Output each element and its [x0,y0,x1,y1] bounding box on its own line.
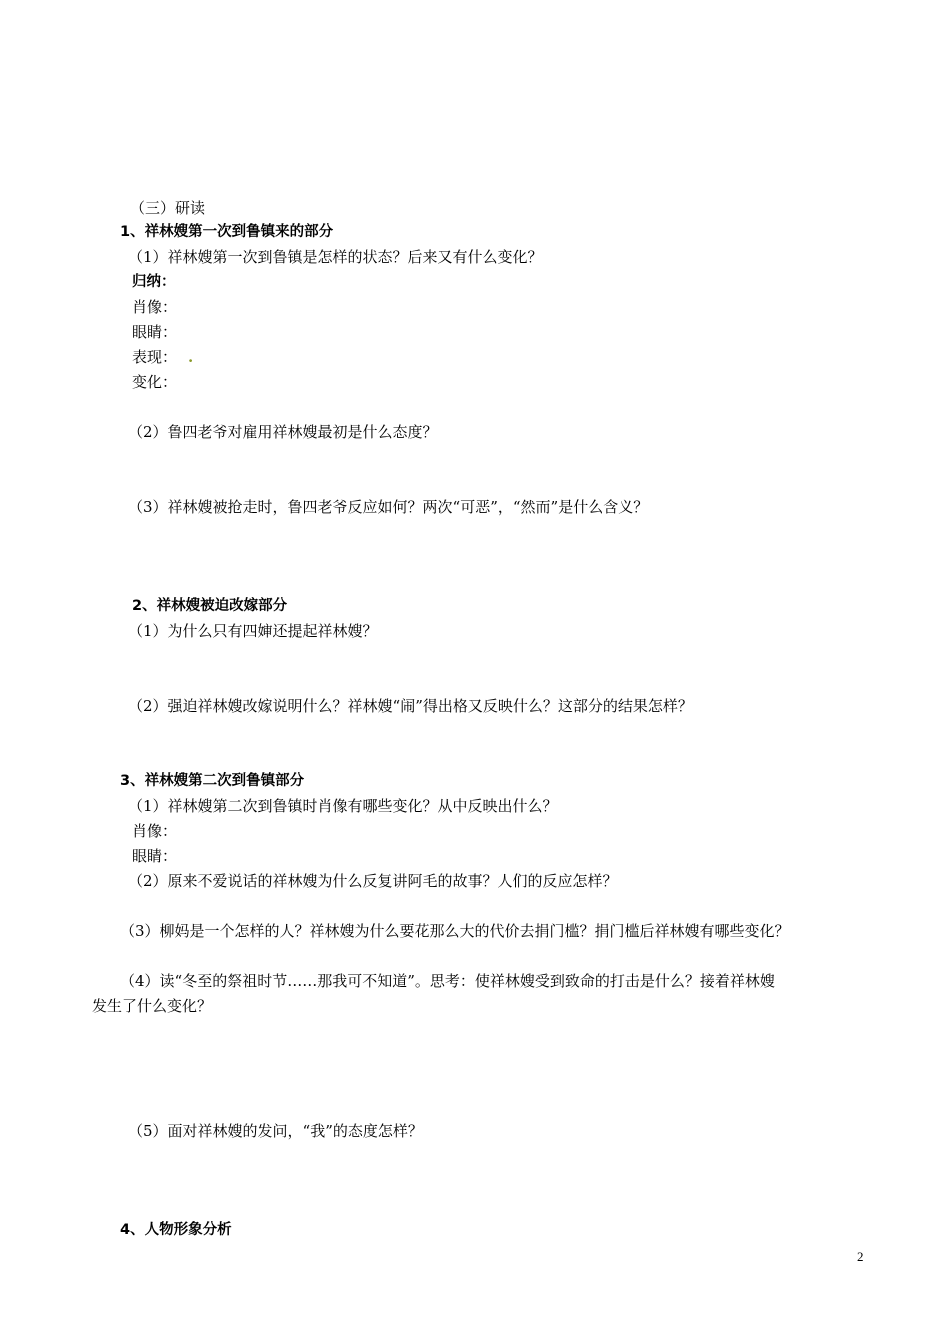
performance-label: 表现： [132,348,178,366]
part1-heading: 1、祥林嫂第一次到鲁镇来的部分 [120,224,334,240]
part3-question-3: （3）柳妈是一个怎样的人？祥林嫂为什么要花那么大的代价去捐门槛？捐门槛后祥林嫂有哪些变化？ [120,922,790,940]
part2-heading: 2、祥林嫂被迫改嫁部分 [132,598,288,614]
part2-question-1: （1）为什么只有四婶还提起祥林嫂？ [128,622,378,640]
part3-question-4-line1: （4）读“冬至的祭祖时节……那我可不知道”。思考：使祥林嫂受到致命的打击是什么？接着祥林嫂 [120,972,775,990]
part3-portrait-label: 肖像： [132,822,178,840]
part3-question-5: （5）面对祥林嫂的发问，“我”的态度怎样？ [128,1122,423,1140]
part1-question-3: （3）祥林嫂被抢走时，鲁四老爷反应如何？两次“可恶”，“然而”是什么含义？ [128,498,649,516]
part4-heading: 4、人物形象分析 [120,1222,232,1238]
eyes-label: 眼睛： [132,323,178,341]
portrait-label: 肖像： [132,298,178,316]
summary-label: 归纳： [132,274,176,290]
dot-mark: . [188,348,194,366]
part3-question-4-line2: 发生了什么变化？ [92,997,213,1015]
part3-heading: 3、祥林嫂第二次到鲁镇部分 [120,773,305,789]
page-number: 2 [857,1249,864,1264]
part3-question-1: （1）祥林嫂第二次到鲁镇时肖像有哪些变化？从中反映出什么？ [128,797,558,815]
part2-question-2: （2）强迫祥林嫂改嫁说明什么？祥林嫂“闹”得出格又反映什么？这部分的结果怎样？ [128,697,693,715]
part1-question-1: （1）祥林嫂第一次到鲁镇是怎样的状态？后来又有什么变化？ [128,248,543,266]
section-heading: （三）研读 [130,199,206,217]
part3-eyes-label: 眼睛： [132,847,178,865]
part3-question-2: （2）原来不爱说话的祥林嫂为什么反复讲阿毛的故事？人们的反应怎样？ [128,872,618,890]
change-label: 变化： [132,373,178,391]
part1-question-2: （2）鲁四老爷对雇用祥林嫂最初是什么态度？ [128,423,438,441]
